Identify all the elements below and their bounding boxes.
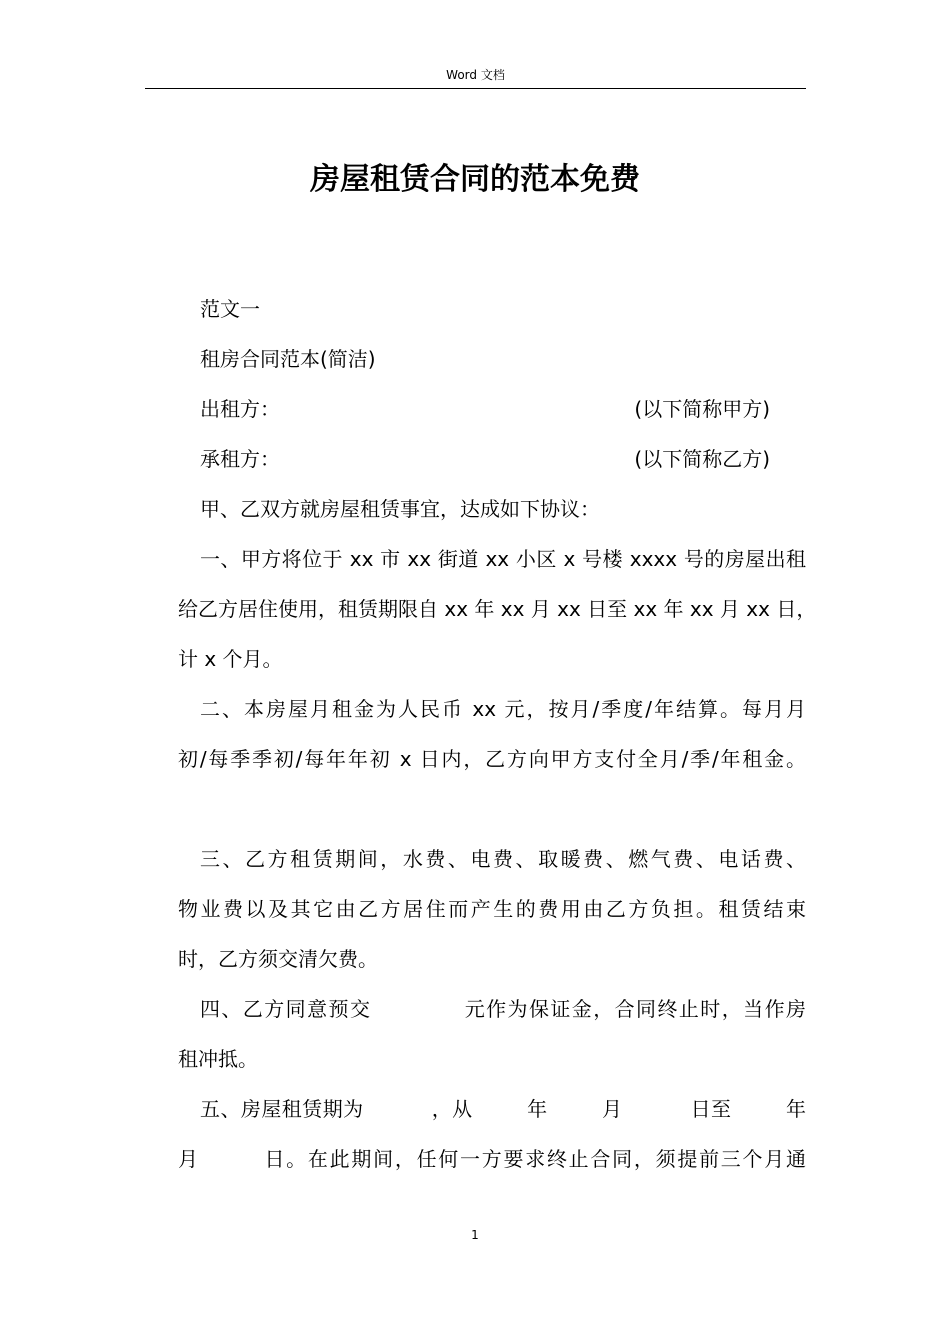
contract-subtitle: 租房合同范本(简洁) <box>200 347 376 371</box>
clause-5-line-1: 五、房屋租赁期为 ，从 年 月 日至 年 <box>200 1097 806 1121</box>
lessor-row <box>178 384 806 434</box>
clause-4-line-2: 租冲抵。 <box>178 1047 258 1071</box>
page-header <box>145 62 806 89</box>
agreement-intro: 甲、乙双方就房屋租赁事宜，达成如下协议： <box>200 497 600 521</box>
clause-2-line-1: 二、本房屋月租金为人民币 xx 元，按月/季度/年结算。每月月 <box>200 697 806 721</box>
clause-5-line-2: 月 日。在此期间，任何一方要求终止合同，须提前三个月通 <box>178 1147 806 1171</box>
clause-1-line-2: 给乙方居住使用，租赁期限自 xx 年 xx 月 xx 日至 xx 年 xx 月 xx 日， <box>178 597 817 621</box>
lessee-label: 承租方： <box>200 447 280 471</box>
clause-2-line-2: 初/每季季初/每年年初 x 日内，乙方向甲方支付全月/季/年租金。 <box>178 747 806 771</box>
lessee-row <box>178 434 806 484</box>
clause-1-line-1: 一、甲方将位于 xx 市 xx 街道 xx 小区 x 号楼 xxxx 号的房屋出租 <box>200 547 806 571</box>
clause-4-line-1: 四、乙方同意预交 元作为保证金，合同终止时，当作房 <box>200 997 806 1021</box>
clause-3-line-1: 三、乙方租赁期间，水费、电费、取暖费、燃气费、电话费、 <box>200 847 806 871</box>
lessee-note: (以下简称乙方) <box>634 447 770 471</box>
document-title: 房屋租赁合同的范本免费 <box>310 162 640 197</box>
section-label: 范文一 <box>200 297 260 321</box>
document-body <box>178 284 817 1184</box>
clause-3-line-2: 物业费以及其它由乙方居住而产生的费用由乙方负担。租赁结束 <box>178 897 806 921</box>
page-number: 1 <box>471 1228 479 1242</box>
header-text: Word 文档 <box>446 68 505 82</box>
lessor-label: 出租方： <box>200 397 280 421</box>
clause-3-line-3: 时，乙方须交清欠费。 <box>178 947 378 971</box>
clause-1-line-3: 计 x 个月。 <box>178 647 283 671</box>
paragraph-spacer <box>178 784 806 834</box>
lessor-note: (以下简称甲方) <box>634 397 770 421</box>
